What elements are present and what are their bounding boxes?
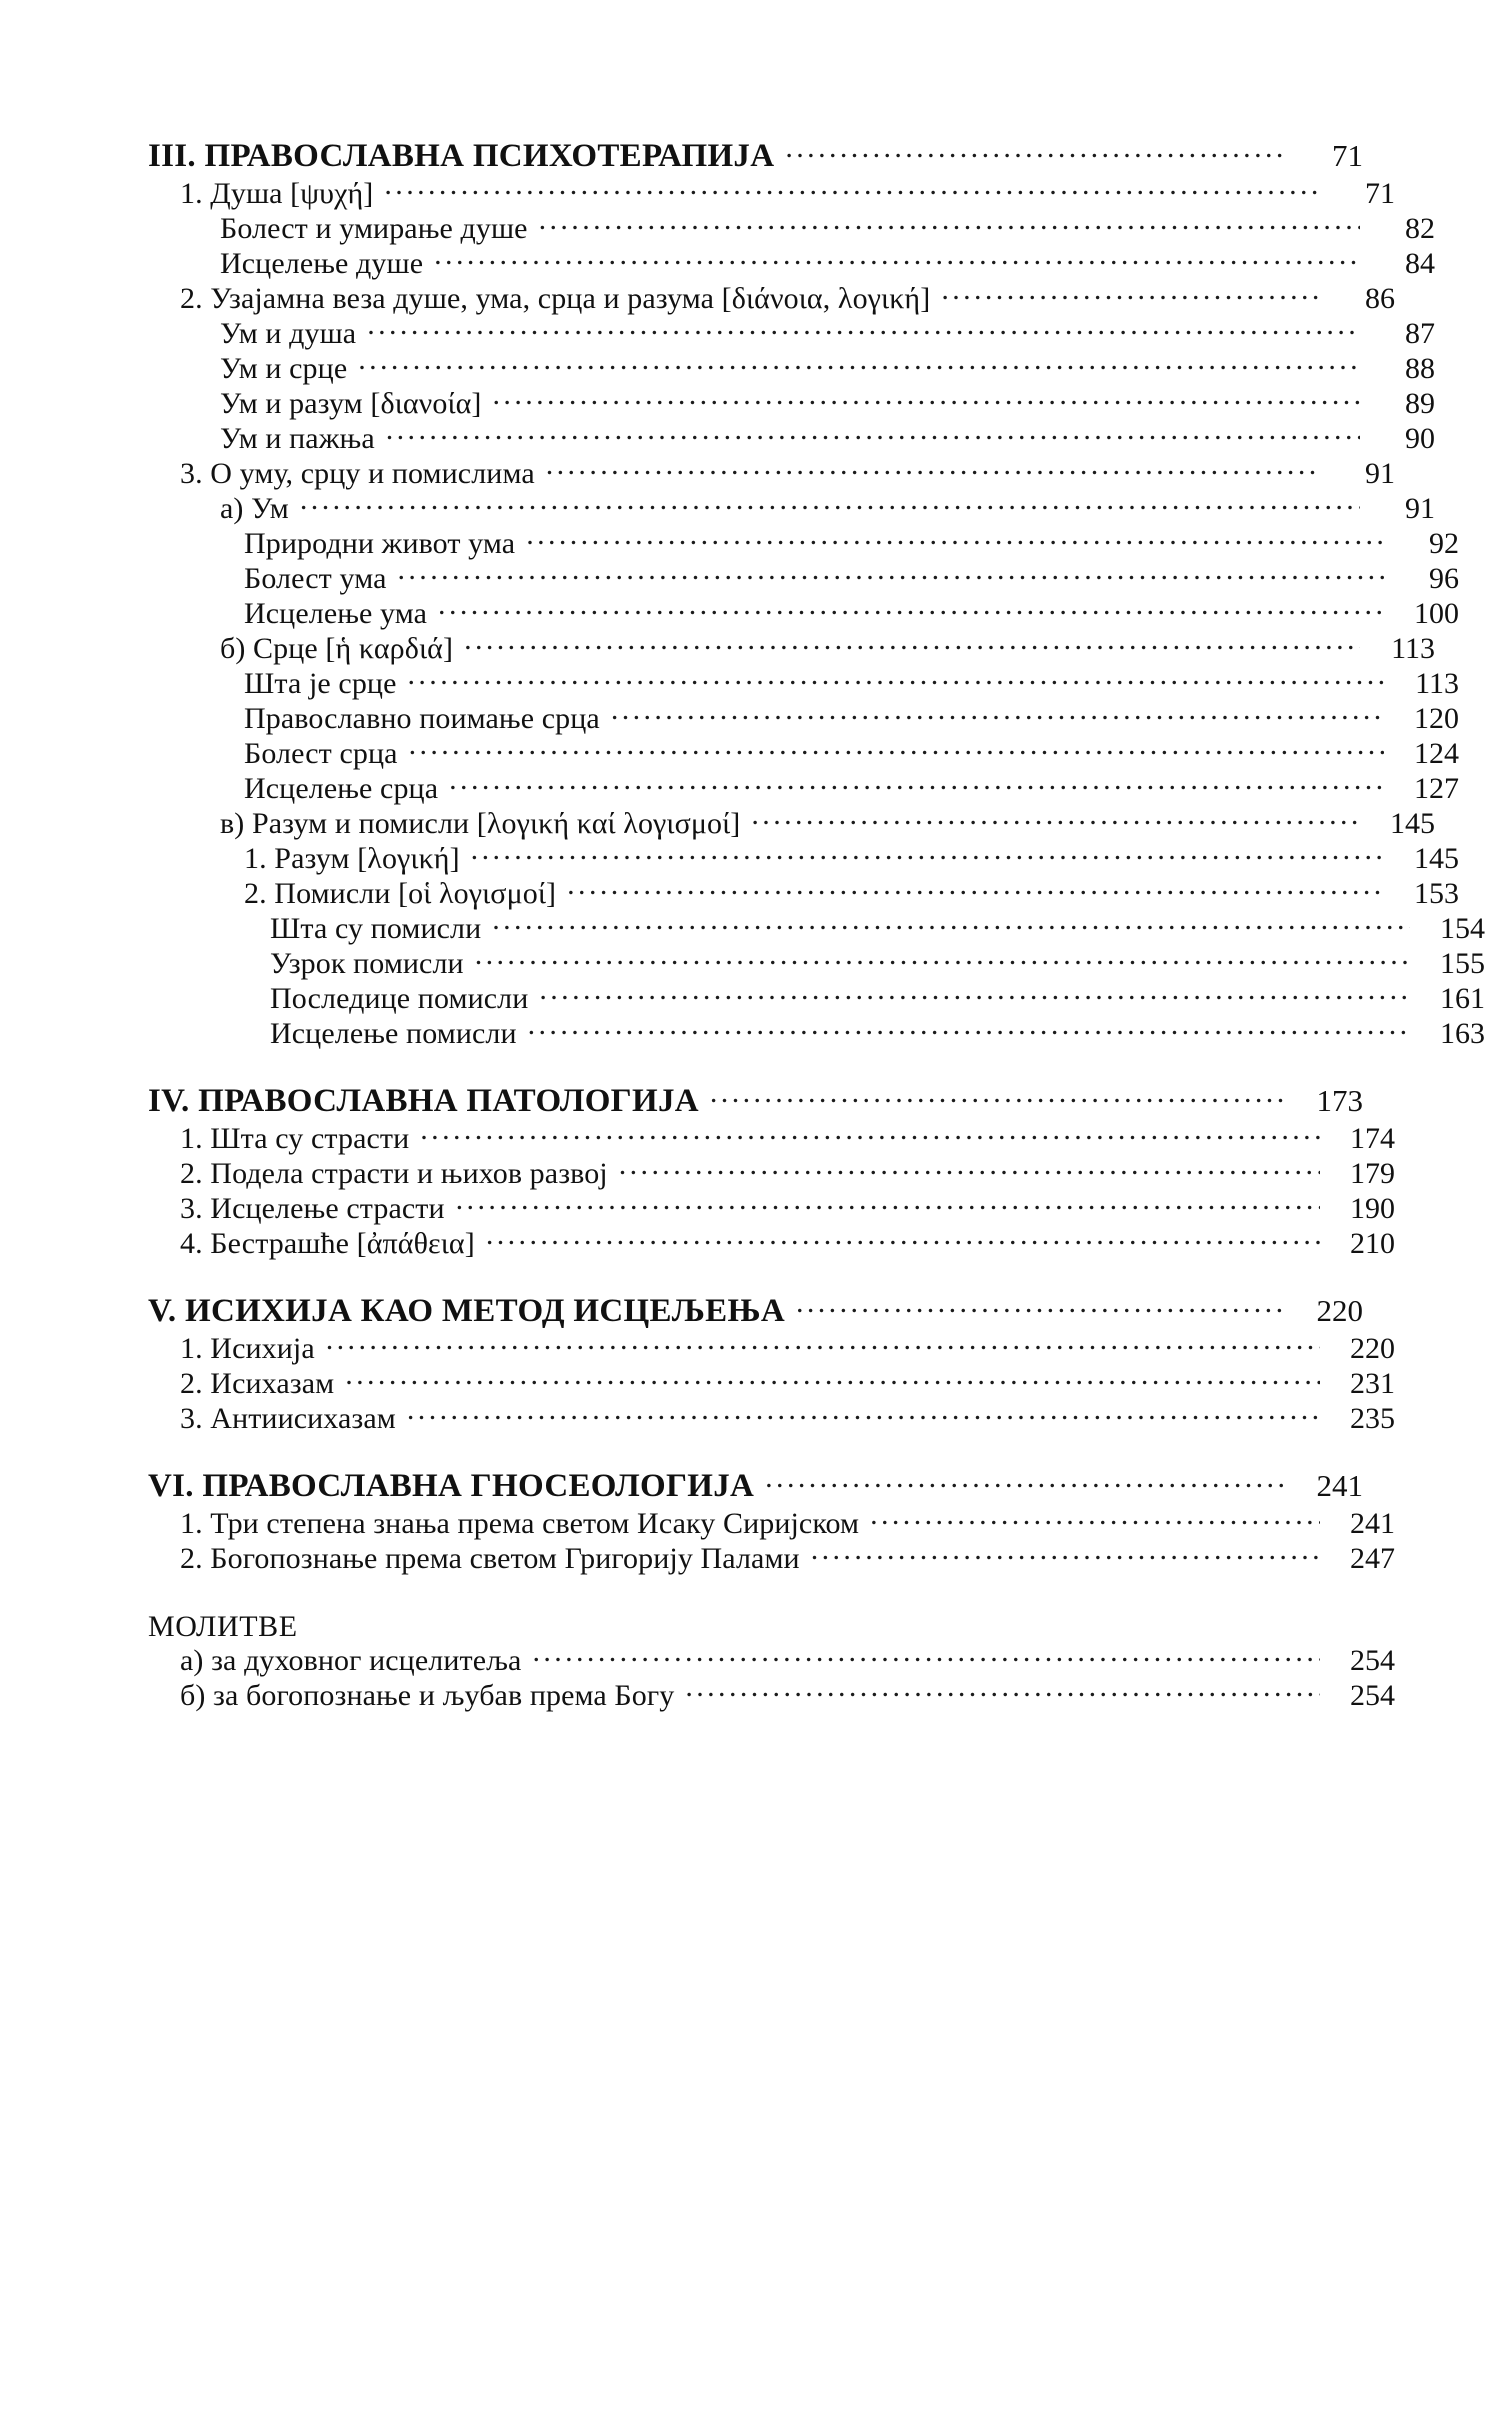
dot-leader — [546, 467, 1320, 483]
toc-entry-title: 2. Подела страсти и њихов развој — [180, 1157, 608, 1190]
dot-leader — [475, 957, 1410, 973]
toc-entry-row[interactable] — [148, 389, 1435, 419]
toc-entry-title: а) Ум — [220, 492, 289, 525]
toc-entry-row[interactable] — [148, 914, 1485, 944]
toc-entry-row[interactable] — [148, 774, 1459, 804]
dot-leader — [785, 150, 1288, 166]
toc-page-number: 145 — [1414, 842, 1459, 875]
toc-page-number: 145 — [1390, 807, 1435, 840]
toc-entry-title: Ум и душа — [220, 317, 357, 350]
toc-entry-row[interactable] — [148, 564, 1459, 594]
dot-leader — [464, 642, 1360, 658]
toc-entry-title: Исцелење срца — [244, 772, 439, 805]
dot-leader — [811, 1552, 1320, 1568]
toc-entry-row[interactable] — [148, 459, 1395, 489]
toc-entry-title: Исцелење помисли — [270, 1017, 517, 1050]
dot-leader — [420, 1132, 1320, 1148]
dot-leader — [685, 1689, 1320, 1705]
toc-entry-row[interactable] — [148, 1194, 1395, 1224]
toc-page-number: 220 — [1350, 1332, 1395, 1365]
section-spacer — [148, 1434, 1363, 1470]
toc-entry-title: Православно поимање срца — [244, 702, 600, 735]
dot-leader — [300, 502, 1360, 518]
dot-leader — [486, 1237, 1320, 1253]
toc-page-number: 82 — [1405, 212, 1435, 245]
toc-entry-row[interactable] — [148, 319, 1435, 349]
dot-leader — [611, 712, 1384, 728]
toc-entry-title: 2. Узајамна веза душе, ума, срца и разума [διάνοια, λογική] — [180, 282, 931, 315]
toc-page-number: 71 — [1365, 177, 1395, 210]
toc-entry-row[interactable] — [148, 1124, 1395, 1154]
toc-entry-row[interactable] — [148, 1404, 1395, 1434]
section-spacer — [148, 1049, 1363, 1085]
toc-entry-title: а) за духовног исцелитеља — [180, 1644, 522, 1677]
dot-leader — [358, 362, 1360, 378]
toc-entry-row[interactable] — [148, 1646, 1395, 1676]
toc-entry-title: 1. Три степена знања према светом Исаку Сиријском — [180, 1507, 860, 1540]
toc-entry-title: 3. Антиисихазам — [180, 1402, 396, 1435]
table-of-contents — [148, 138, 1485, 1712]
toc-page-number: 254 — [1350, 1644, 1395, 1677]
dot-leader — [532, 1654, 1320, 1670]
toc-chapter-title: IV. ПРАВОСЛАВНА ПАТОЛОГИЈА — [148, 1083, 699, 1119]
toc-entry-title: Шта су помисли — [270, 912, 482, 945]
toc-entry-title: 1. Шта су страсти — [180, 1122, 410, 1155]
toc-entry-row[interactable] — [148, 1509, 1395, 1539]
toc-page-number: 84 — [1405, 247, 1435, 280]
toc-entry-title: в) Разум и помисли [λογική καί λογισμοί] — [220, 807, 741, 840]
toc-page-number: 127 — [1414, 772, 1459, 805]
toc-page-number: 113 — [1391, 632, 1435, 665]
dot-leader — [434, 257, 1360, 273]
toc-page-number: 96 — [1429, 562, 1459, 595]
dot-leader — [449, 782, 1384, 798]
toc-chapter-row[interactable] — [148, 1295, 1363, 1328]
toc-page-number: 155 — [1440, 947, 1485, 980]
toc-page-number: 220 — [1316, 1293, 1363, 1328]
toc-entry-title: б) Срце [ἡ καρδιά] — [220, 632, 454, 665]
toc-entry-title: Ум и пажња — [220, 422, 375, 455]
dot-leader — [492, 922, 1410, 938]
toc-entry-title: Ум и срце — [220, 352, 348, 385]
toc-page-number: 210 — [1350, 1227, 1395, 1260]
toc-entry-title: Узрок помисли — [270, 947, 464, 980]
toc-entry-title: 2. Помисли [οἱ λογισμοί] — [244, 877, 557, 910]
toc-entry-title: 4. Бестрашће [ἀπάθεια] — [180, 1227, 475, 1260]
toc-entry-row[interactable] — [148, 354, 1435, 384]
toc-entry-title: Шта је срце — [244, 667, 397, 700]
toc-entry-title: 1. Душа [ψυχή] — [180, 177, 374, 210]
toc-entry-row[interactable] — [148, 424, 1435, 454]
toc-entry-title: Последице помисли — [270, 982, 529, 1015]
toc-entry-row[interactable] — [148, 284, 1395, 314]
toc-entry-title: 2. Исихазам — [180, 1367, 335, 1400]
toc-page-number: 92 — [1429, 527, 1459, 560]
toc-entry-row[interactable] — [148, 179, 1395, 209]
toc-entry-row[interactable] — [148, 1159, 1395, 1189]
toc-entry-row[interactable] — [148, 1229, 1395, 1259]
dot-leader — [438, 607, 1384, 623]
dot-leader — [710, 1095, 1288, 1111]
dot-leader — [941, 292, 1320, 308]
toc-entry-row[interactable] — [148, 1544, 1395, 1574]
toc-entry-row[interactable] — [148, 494, 1435, 524]
dot-leader — [471, 852, 1384, 868]
toc-entry-title: Болест ума — [244, 562, 387, 595]
toc-page-number: 91 — [1365, 457, 1395, 490]
dot-leader — [493, 397, 1360, 413]
toc-page-number: 235 — [1350, 1402, 1395, 1435]
dot-leader — [326, 1342, 1320, 1358]
toc-page-number: 100 — [1414, 597, 1459, 630]
toc-entry-row[interactable] — [148, 599, 1459, 629]
toc-entry-row[interactable] — [148, 634, 1435, 664]
toc-page-number: 174 — [1350, 1122, 1395, 1155]
toc-entry-row[interactable] — [148, 669, 1459, 699]
toc-entry-row[interactable] — [148, 949, 1485, 979]
dot-leader — [407, 1412, 1320, 1428]
toc-chapter-title: V. ИСИХИЈА КАО МЕТОД ИСЦЕЉЕЊА — [148, 1293, 785, 1329]
toc-page-number: 90 — [1405, 422, 1435, 455]
dot-leader — [528, 1027, 1410, 1043]
toc-entry-row[interactable] — [148, 879, 1459, 909]
toc-page-number: 89 — [1405, 387, 1435, 420]
toc-entry-title: Ум и разум [διανοία] — [220, 387, 482, 420]
toc-page-number: 231 — [1350, 1367, 1395, 1400]
dot-leader — [408, 677, 1385, 693]
dot-leader — [398, 572, 1385, 588]
toc-entry-row[interactable] — [148, 1369, 1395, 1399]
toc-entry-row[interactable] — [148, 249, 1435, 279]
toc-page-number: 71 — [1332, 138, 1363, 173]
dot-leader — [384, 187, 1320, 203]
dot-leader — [765, 1480, 1288, 1496]
toc-chapter-row[interactable] — [148, 140, 1363, 173]
toc-page-number: 163 — [1440, 1017, 1485, 1050]
toc-entry-row[interactable] — [148, 214, 1435, 244]
toc-entry-row[interactable] — [148, 984, 1485, 1014]
toc-page-number: 179 — [1350, 1157, 1395, 1190]
toc-entry-row[interactable] — [148, 809, 1435, 839]
toc-entry-row[interactable] — [148, 739, 1459, 769]
toc-page-number: 86 — [1365, 282, 1395, 315]
toc-entry-title: 1. Исихија — [180, 1332, 315, 1365]
toc-entry-row[interactable] — [148, 529, 1459, 559]
toc-page-number: 120 — [1414, 702, 1459, 735]
toc-page-number: 87 — [1405, 317, 1435, 350]
toc-page-number: 241 — [1316, 1468, 1363, 1503]
toc-entry-title: 1. Разум [λογική] — [244, 842, 460, 875]
toc-page-number: 88 — [1405, 352, 1435, 385]
dot-leader — [619, 1167, 1320, 1183]
toc-entry-row[interactable] — [148, 844, 1459, 874]
toc-page-number: 190 — [1350, 1192, 1395, 1225]
dot-leader — [567, 887, 1384, 903]
toc-entry-title: Исцелење ума — [244, 597, 428, 630]
toc-chapter-row[interactable] — [148, 1085, 1363, 1118]
toc-page-number: 173 — [1316, 1083, 1363, 1118]
dot-leader — [345, 1377, 1320, 1393]
toc-page-number: 154 — [1440, 912, 1485, 945]
toc-page-number: 247 — [1350, 1542, 1395, 1575]
toc-entry-title: 3. О уму, срцу и помислима — [180, 457, 535, 490]
toc-entry-title: б) за богопознање и љубав према Богу — [180, 1679, 675, 1712]
dot-leader — [539, 992, 1410, 1008]
dot-leader — [796, 1305, 1288, 1321]
dot-leader — [409, 747, 1384, 763]
dot-leader — [751, 817, 1360, 833]
toc-page-number: 153 — [1414, 877, 1459, 910]
section-spacer — [148, 1574, 1363, 1610]
toc-chapter-row[interactable] — [148, 1470, 1363, 1503]
toc-chapter-title: III. ПРАВОСЛАВНА ПСИХОТЕРАПИЈА — [148, 138, 775, 174]
dot-leader — [456, 1202, 1320, 1218]
toc-page-number: 161 — [1440, 982, 1485, 1015]
toc-chapter-title: VI. ПРАВОСЛАВНА ГНОСЕОЛОГИЈА — [148, 1468, 755, 1504]
toc-entry-row[interactable] — [148, 1019, 1485, 1049]
toc-page-number: 254 — [1350, 1679, 1395, 1712]
toc-page-number: 241 — [1350, 1507, 1395, 1540]
toc-entry-row[interactable] — [148, 1681, 1395, 1711]
dot-leader — [526, 537, 1384, 553]
toc-entry-title: 3. Исцелење страсти — [180, 1192, 445, 1225]
toc-entry-row[interactable] — [148, 1334, 1395, 1364]
toc-entry-title: 2. Богопознање према светом Григорију Палами — [180, 1542, 800, 1575]
toc-entry-title: Болест срца — [244, 737, 398, 770]
toc-page-number: 124 — [1414, 737, 1459, 770]
dot-leader — [386, 432, 1360, 448]
dot-leader — [367, 327, 1360, 343]
section-spacer — [148, 1259, 1363, 1295]
toc-entry-title: Болест и умирање душе — [220, 212, 528, 245]
toc-entry-title: Природни живот ума — [244, 527, 516, 560]
dot-leader — [539, 222, 1360, 238]
toc-page-number: 113 — [1415, 667, 1459, 700]
toc-entry-row[interactable] — [148, 704, 1459, 734]
toc-page-number: 91 — [1405, 492, 1435, 525]
toc-group-heading: МОЛИТВЕ — [148, 1610, 298, 1643]
dot-leader — [870, 1517, 1320, 1533]
toc-entry-title: Исцелење душе — [220, 247, 424, 280]
